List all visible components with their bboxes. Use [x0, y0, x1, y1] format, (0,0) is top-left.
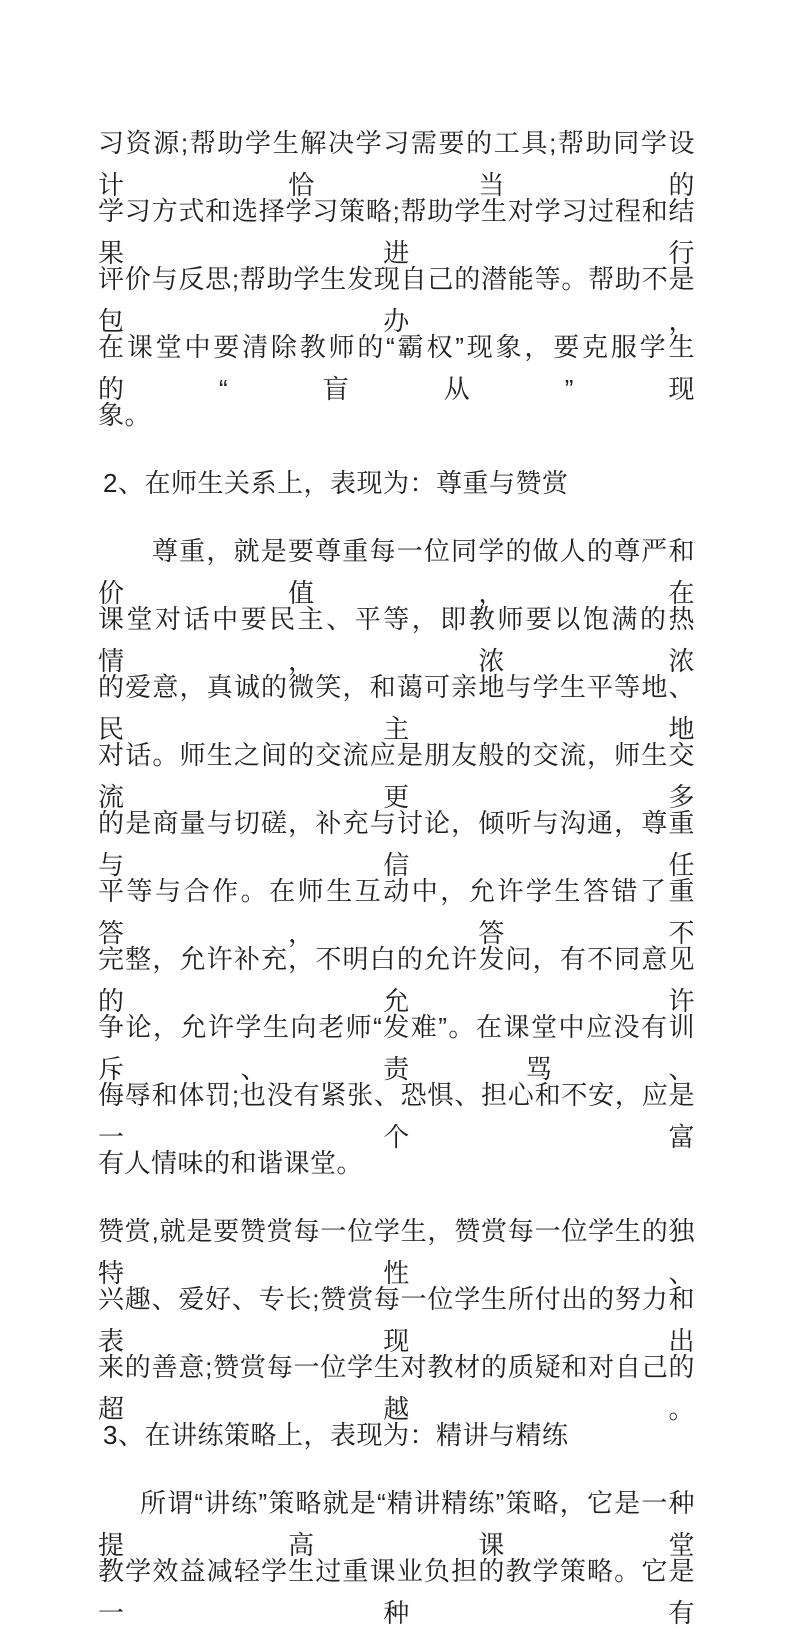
- text-line: 教学效益减轻学生过重课业负担的教学策略。它是一种有: [98, 1556, 695, 1628]
- text-line: 赞赏,就是要赞赏每一位学生，赞赏每一位学生的独特性、: [98, 1216, 695, 1288]
- text-line: 的爱意，真诚的微笑，和蔼可亲地与学生平等地、民主地: [98, 672, 695, 744]
- text-line: 对话。师生之间的交流应是朋友般的交流，师生交流更多: [98, 740, 695, 812]
- text-line: 所谓“讲练”策略就是“精讲精练”策略，它是一种提高课堂: [98, 1488, 695, 1560]
- document-text-block: [98, 96, 695, 1628]
- text-line: 有人情味的和谐课堂。: [98, 1148, 364, 1178]
- section-heading: 3、在讲练策略上，表现为：精讲与精练: [103, 1420, 569, 1450]
- text-line: 评价与反思;帮助学生发现自己的潜能等。帮助不是包办，: [98, 264, 695, 336]
- section-heading: 2、在师生关系上，表现为：尊重与赞赏: [103, 468, 569, 498]
- text-line: 学习方式和选择学习策略;帮助学生对学习过程和结果进行: [98, 196, 695, 268]
- text-line: 在课堂中要清除教师的“霸权”现象，要克服学生的“盲从”现: [98, 332, 695, 404]
- text-line: 课堂对话中要民主、平等，即教师要以饱满的热情，浓浓: [98, 604, 695, 676]
- text-line: 兴趣、爱好、专长;赞赏每一位学生所付出的努力和表现出: [98, 1284, 695, 1356]
- text-line: 象。: [98, 400, 152, 430]
- text-line: 平等与合作。在师生互动中，允许学生答错了重答，答不: [98, 876, 695, 948]
- text-line: 侮辱和体罚;也没有紧张、恐惧、担心和不安，应是一个富: [98, 1080, 695, 1152]
- text-line: 来的善意;赞赏每一位学生对教材的质疑和对自己的超越。: [98, 1352, 695, 1424]
- text-line: 完整，允许补充，不明白的允许发问，有不同意见的允许: [98, 944, 695, 1016]
- text-line: 争论，允许学生向老师“发难”。在课堂中应没有训斥、责骂、: [98, 1012, 695, 1084]
- text-line: 的是商量与切磋，补充与讨论，倾听与沟通，尊重与信任: [98, 808, 695, 880]
- text-line: 尊重，就是要尊重每一位同学的做人的尊严和价值，在: [98, 536, 695, 608]
- text-line: 习资源;帮助学生解决学习需要的工具;帮助同学设计恰当的: [98, 128, 695, 200]
